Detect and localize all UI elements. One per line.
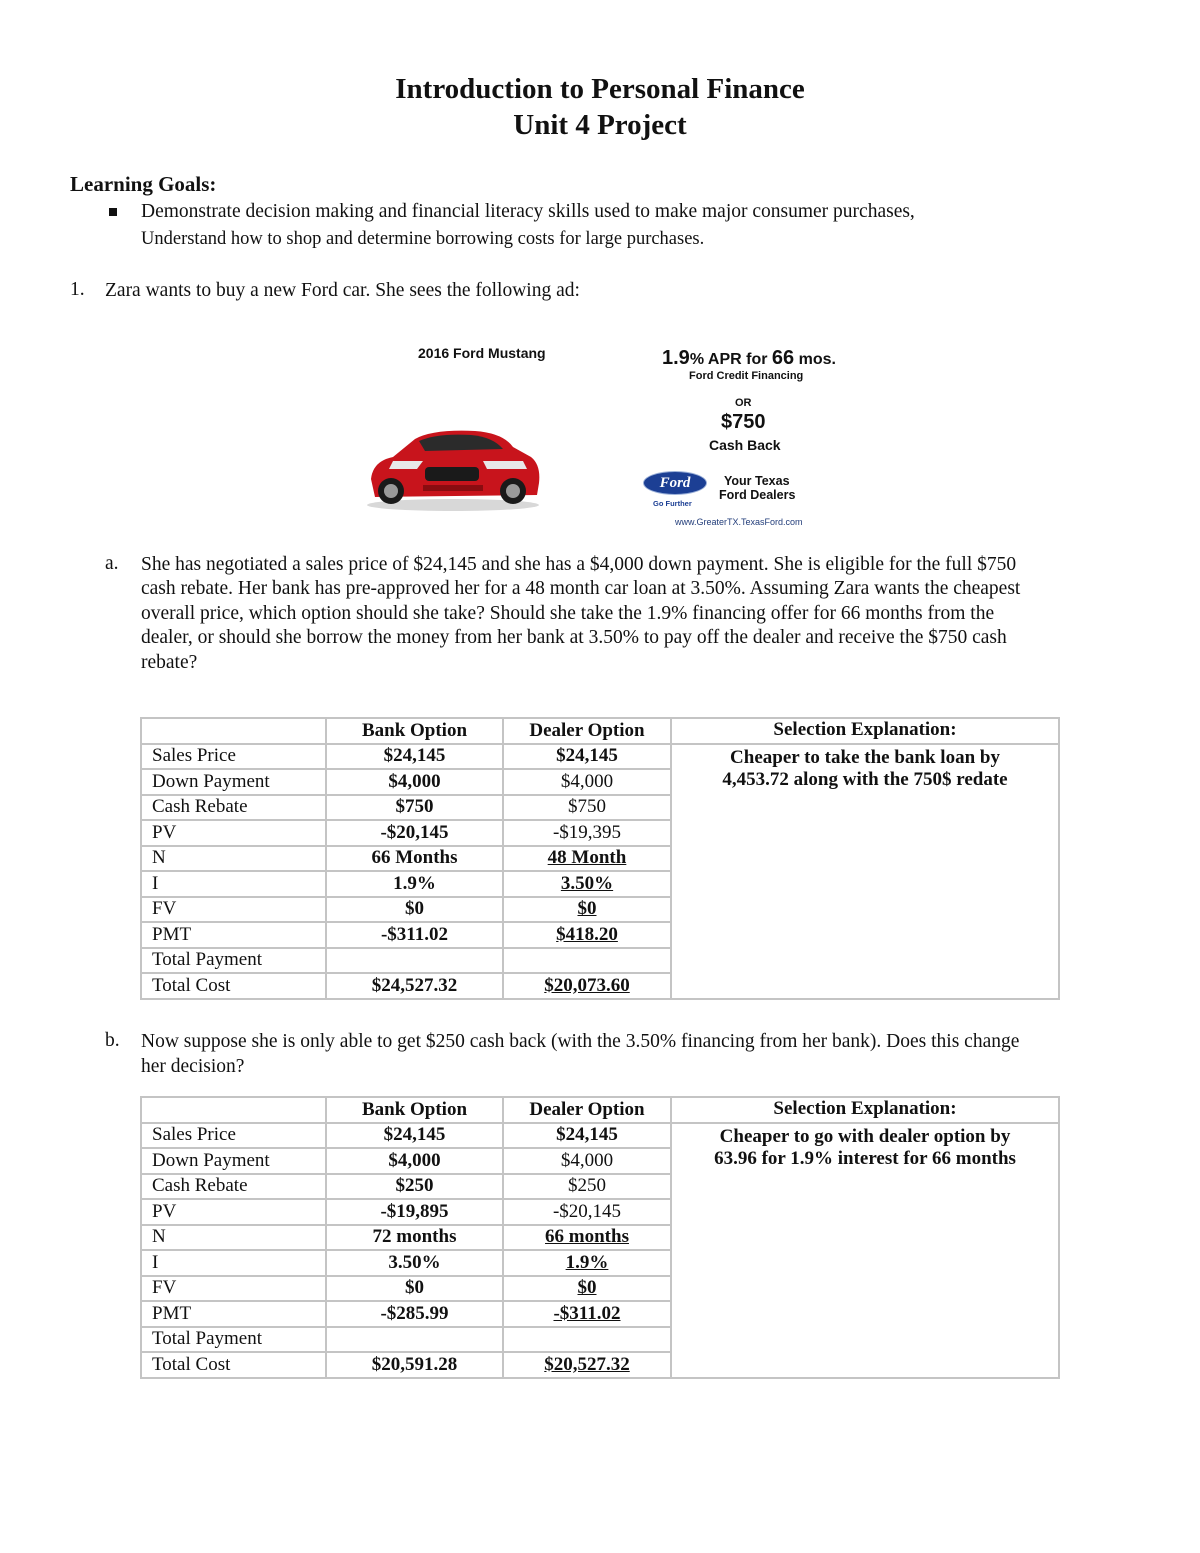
row-label: Sales Price	[141, 744, 326, 770]
bullet-icon	[109, 208, 117, 216]
bank-value: 72 months	[326, 1225, 503, 1251]
ad-car-title: 2016 Ford Mustang	[418, 345, 546, 361]
table-header-bank: Bank Option	[326, 718, 503, 744]
ford-logo-icon: Ford	[643, 471, 707, 495]
car-image	[363, 417, 543, 512]
bank-value: $0	[326, 1276, 503, 1302]
learning-goals-heading: Learning Goals:	[70, 172, 217, 196]
dealer-value: $418.20	[503, 922, 671, 948]
row-label: N	[141, 1225, 326, 1251]
dealer-value: $0	[503, 897, 671, 923]
dealer-value: -$19,395	[503, 820, 671, 846]
bank-value: 3.50%	[326, 1250, 503, 1276]
row-label: PV	[141, 1199, 326, 1225]
cash-back-label: Cash Back	[709, 437, 781, 453]
part-b-letter: b.	[105, 1030, 120, 1051]
row-label: FV	[141, 897, 326, 923]
table-row	[141, 1097, 1059, 1123]
dealer-line2: Ford Dealers	[719, 488, 796, 502]
bank-value: $24,145	[326, 744, 503, 770]
dealer-value: 1.9%	[503, 1250, 671, 1276]
part-a-line4: dealer, or should she borrow the money from her bank at 3.50% to pay off the dealer and receive the $750 cash	[141, 627, 1007, 648]
dealer-value: $4,000	[503, 769, 671, 795]
dealer-value: $20,527.32	[503, 1352, 671, 1378]
row-label: PMT	[141, 922, 326, 948]
bank-value: -$20,145	[326, 820, 503, 846]
bank-value: -$311.02	[326, 922, 503, 948]
learning-goal-1-cont: Understand how to shop and determine borrowing costs for large purchases.	[141, 229, 705, 249]
table-row	[141, 744, 1059, 770]
part-b-line2: her decision?	[141, 1056, 245, 1077]
dealer-value: $20,073.60	[503, 973, 671, 999]
row-label: PV	[141, 820, 326, 846]
or-label: OR	[735, 397, 752, 409]
row-label: Total Cost	[141, 1352, 326, 1378]
bank-value: $20,591.28	[326, 1352, 503, 1378]
bank-value: -$285.99	[326, 1301, 503, 1327]
cash-back-amount: $750	[721, 411, 766, 433]
row-label: I	[141, 1250, 326, 1276]
bank-value: -$19,895	[326, 1199, 503, 1225]
bank-value: $750	[326, 795, 503, 821]
table-header-dealer: Dealer Option	[503, 718, 671, 744]
dealer-value: 48 Month	[503, 846, 671, 872]
part-a-line1: She has negotiated a sales price of $24,145 and she has a $4,000 down payment. She is eligible for the full $750	[141, 554, 1017, 575]
bank-value: $4,000	[326, 769, 503, 795]
part-a-line2: cash rebate. Her bank has pre-approved her for a 48 month car loan at 3.50%. Assuming Zara wants the cheapest	[141, 578, 1021, 599]
dealer-value: $4,000	[503, 1148, 671, 1174]
bank-value: $24,145	[326, 1123, 503, 1149]
table-header-bank: Bank Option	[326, 1097, 503, 1123]
dealer-line1: Your Texas	[724, 474, 790, 488]
table-row	[141, 718, 1059, 744]
table-header-explanation: Selection Explanation:	[671, 718, 1059, 744]
row-label: Cash Rebate	[141, 1174, 326, 1200]
dealer-value	[503, 1327, 671, 1353]
row-label: Total Payment	[141, 948, 326, 974]
page-title: Introduction to Personal Finance	[395, 73, 805, 105]
row-label: Cash Rebate	[141, 795, 326, 821]
ford-tagline: Go Further	[653, 499, 692, 508]
learning-goal-1: Demonstrate decision making and financial literacy skills used to make major consumer purchases,	[141, 201, 915, 222]
row-label: Total Cost	[141, 973, 326, 999]
table-header-empty	[141, 1097, 326, 1123]
apr-offer	[662, 347, 836, 370]
apr-months: 66	[771, 347, 795, 369]
part-a-line5: rebate?	[141, 652, 198, 673]
dealer-value: -$20,145	[503, 1199, 671, 1225]
explanation-line2: 63.96 for 1.9% interest for 66 months	[714, 1147, 1016, 1169]
bank-value: 1.9%	[326, 871, 503, 897]
dealer-value	[503, 948, 671, 974]
dealer-value: $750	[503, 795, 671, 821]
dealer-value: 66 months	[503, 1225, 671, 1251]
table-header-empty	[141, 718, 326, 744]
bank-value	[326, 948, 503, 974]
dealer-value: $250	[503, 1174, 671, 1200]
table-a	[140, 717, 1060, 1000]
row-label: I	[141, 871, 326, 897]
dealer-url: www.GreaterTX.TexasFord.com	[675, 517, 803, 527]
row-label: PMT	[141, 1301, 326, 1327]
bank-value: $250	[326, 1174, 503, 1200]
financing-label: Ford Credit Financing	[689, 370, 804, 382]
explanation-line1: Cheaper to take the bank loan by	[730, 746, 1000, 768]
table-header-explanation: Selection Explanation:	[671, 1097, 1059, 1123]
selection-explanation	[671, 1123, 1059, 1378]
row-label: Total Payment	[141, 1327, 326, 1353]
bank-value: $0	[326, 897, 503, 923]
bank-value: 66 Months	[326, 846, 503, 872]
dealer-value: $24,145	[503, 744, 671, 770]
part-a-line3: overall price, which option should she take? Should she take the 1.9% financing offer for 66 months from the	[141, 603, 995, 624]
bank-value: $24,527.32	[326, 973, 503, 999]
apr-suffix: mos.	[794, 351, 836, 368]
page-subtitle: Unit 4 Project	[513, 109, 687, 141]
explanation-line2: 4,453.72 along with the 750$ redate	[722, 768, 1008, 790]
bank-value	[326, 1327, 503, 1353]
row-label: N	[141, 846, 326, 872]
apr-rate: 1.9	[662, 347, 690, 369]
part-a-letter: a.	[105, 553, 119, 574]
row-label: Sales Price	[141, 1123, 326, 1149]
question-number: 1.	[70, 279, 85, 300]
ford-ad	[355, 335, 845, 530]
dealer-value: $0	[503, 1276, 671, 1302]
table-row	[141, 1123, 1059, 1149]
dealer-value: -$311.02	[503, 1301, 671, 1327]
table-header-dealer: Dealer Option	[503, 1097, 671, 1123]
part-b-line1: Now suppose she is only able to get $250 cash back (with the 3.50% financing from her bank). Does this change	[141, 1031, 1020, 1052]
apr-unit: % APR for	[689, 351, 772, 368]
row-label: FV	[141, 1276, 326, 1302]
explanation-line1: Cheaper to go with dealer option by	[719, 1125, 1011, 1147]
bank-value: $4,000	[326, 1148, 503, 1174]
row-label: Down Payment	[141, 769, 326, 795]
row-label: Down Payment	[141, 1148, 326, 1174]
dealer-value: 3.50%	[503, 871, 671, 897]
selection-explanation	[671, 744, 1059, 999]
table-b	[140, 1096, 1060, 1379]
dealer-value: $24,145	[503, 1123, 671, 1149]
question-text: Zara wants to buy a new Ford car. She sees the following ad:	[105, 280, 580, 301]
